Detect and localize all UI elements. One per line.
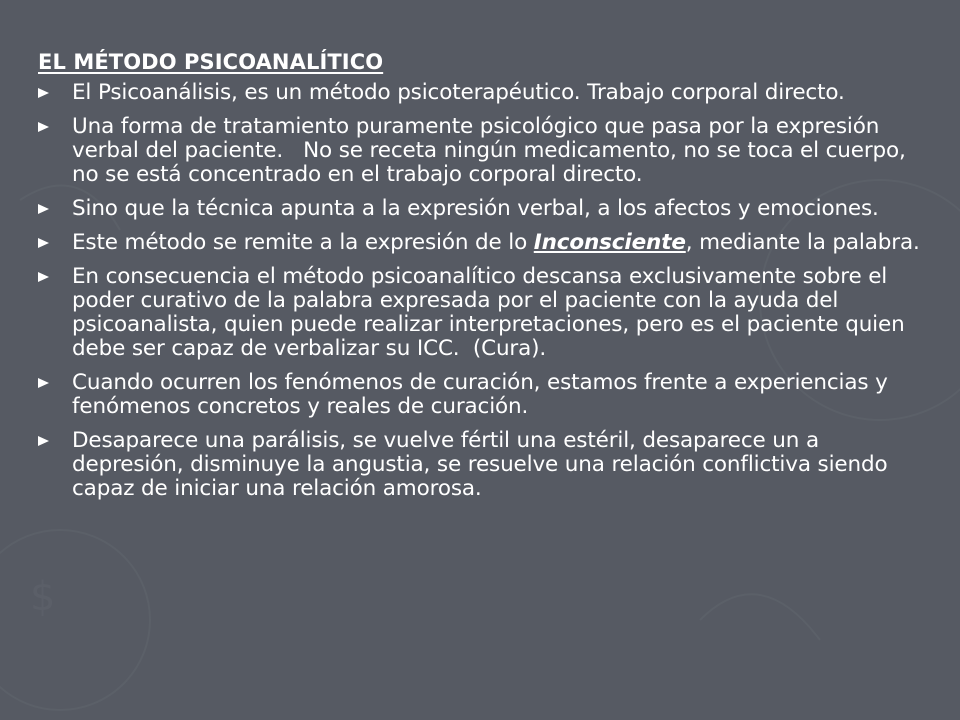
triangle-right-icon: [38, 436, 49, 446]
slide-title: EL MÉTODO PSICOANALÍTICO: [38, 50, 384, 74]
triangle-right-icon: [38, 88, 49, 98]
bullet-item: [38, 81, 928, 105]
bullet-item: [38, 115, 928, 187]
triangle-right-icon: [38, 122, 49, 132]
triangle-right-icon: [38, 272, 49, 282]
bullet-text-after: , mediante la palabra.: [685, 230, 920, 255]
bullet-item: [38, 371, 928, 419]
bullet-item: [38, 197, 928, 221]
emphasis-inconsciente: Inconsciente: [533, 230, 686, 255]
watermark-symbol: $: [30, 574, 56, 620]
triangle-right-icon: [38, 204, 49, 214]
bullet-item: [38, 429, 928, 501]
bullet-text: En consecuencia el método psicoanalítico descansa exclusivamente sobre el poder curativo de la palabra expresada por el paciente con la ayuda del psicoanalista, quien puede realizar interpretaciones, pero es el paciente quien debe ser capaz de verbalizar su ICC. (Cura).: [72, 264, 912, 361]
triangle-right-icon: [38, 238, 49, 248]
bullet-list: [38, 81, 928, 501]
bullet-text: Cuando ocurren los fenómenos de curación, estamos frente a experiencias y fenómenos concretos y reales de curación.: [72, 370, 888, 419]
bullet-text-before: Este método se remite a la expresión de lo: [72, 230, 534, 255]
bullet-text: Una forma de tratamiento puramente psicológico que pasa por la expresión verbal del paciente. No se receta ningún medicamento, no se toca el cuerpo, no se está concentrado en el trabajo corporal directo.: [72, 114, 913, 187]
bullet-text: El Psicoanálisis, es un método psicoterapéutico. Trabajo corporal directo.: [72, 80, 845, 105]
triangle-right-icon: [38, 378, 49, 388]
bullet-item: [38, 231, 928, 255]
bullet-text: Sino que la técnica apunta a la expresión verbal, a los afectos y emociones.: [72, 196, 879, 221]
bullet-item: [38, 265, 928, 361]
bullet-text: Desaparece una parálisis, se vuelve fértil una estéril, desaparece un a depresión, disminuye la angustia, se resuelve una relación conflictiva siendo capaz de iniciar una relación amorosa.: [72, 428, 888, 501]
slide-content: [38, 49, 928, 511]
